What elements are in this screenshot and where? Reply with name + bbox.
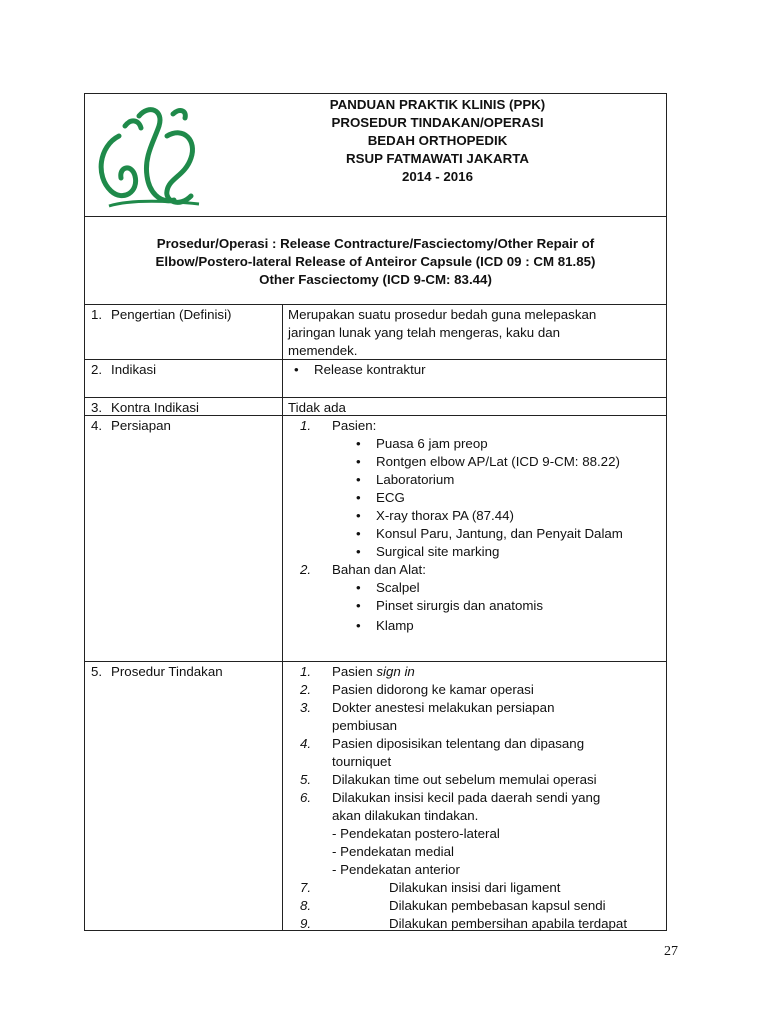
list-item: Pasien didorong ke kamar operasi bbox=[332, 682, 534, 697]
bullet-icon: • bbox=[356, 472, 361, 487]
row-label: Kontra Indikasi bbox=[111, 400, 199, 415]
list-number: 1. bbox=[300, 664, 312, 679]
list-number: 5. bbox=[300, 772, 312, 787]
row-number: 1. bbox=[91, 307, 103, 322]
approach-item: - Pendekatan medial bbox=[332, 844, 454, 859]
table-row-persiapan bbox=[85, 416, 666, 662]
list-number: 8. bbox=[300, 898, 312, 913]
list-item-emphasis: sign in bbox=[376, 664, 415, 679]
list-number: 7. bbox=[300, 880, 312, 895]
procedure-line: Elbow/Postero-lateral Release of Anteiror Capsule (ICD 09 : CM 81.85) bbox=[155, 254, 596, 269]
header-line: PROSEDUR TINDAKAN/OPERASI bbox=[331, 115, 544, 130]
list-item: Pasien: bbox=[332, 418, 377, 433]
list-item-continuation: akan dilakukan tindakan. bbox=[332, 808, 479, 823]
bullet-icon: • bbox=[356, 598, 361, 613]
list-item: Surgical site marking bbox=[376, 544, 500, 559]
header-line: RSUP FATMAWATI JAKARTA bbox=[346, 151, 529, 166]
list-number: 4. bbox=[300, 736, 312, 751]
table-row-prosedur bbox=[85, 662, 666, 930]
document-header bbox=[85, 94, 666, 217]
row-label: Pengertian (Definisi) bbox=[111, 307, 232, 322]
header-line: 2014 - 2016 bbox=[402, 169, 473, 184]
list-item: Dilakukan pembersihan apabila terdapat bbox=[389, 916, 628, 931]
bullet-icon: • bbox=[356, 436, 361, 451]
list-item: Dilakukan insisi kecil pada daerah sendi yang bbox=[332, 790, 601, 805]
list-item: Pasien bbox=[332, 664, 377, 679]
definition-line: Merupakan suatu prosedur bedah guna melepaskan bbox=[288, 307, 597, 322]
bullet-icon: • bbox=[294, 362, 299, 377]
list-number: 9. bbox=[300, 916, 312, 931]
ppk-document bbox=[84, 93, 667, 931]
list-item: Dilakukan insisi dari ligament bbox=[389, 880, 561, 895]
definition-line: jaringan lunak yang telah mengeras, kaku dan bbox=[288, 325, 561, 340]
list-item: ECG bbox=[376, 490, 405, 505]
procedure-title bbox=[85, 217, 666, 305]
page-number: 27 bbox=[664, 944, 678, 959]
row-label: Indikasi bbox=[111, 362, 157, 377]
row-label: Prosedur Tindakan bbox=[111, 664, 223, 679]
list-number: 1. bbox=[300, 418, 312, 433]
list-item: Konsul Paru, Jantung, dan Penyait Dalam bbox=[376, 526, 623, 541]
row-number: 4. bbox=[91, 418, 103, 433]
table-row-kontra-indikasi bbox=[85, 398, 666, 416]
list-number: 3. bbox=[300, 700, 312, 715]
definition-line: memendek. bbox=[288, 343, 358, 358]
list-number: 2. bbox=[300, 682, 312, 697]
header-title bbox=[209, 96, 666, 186]
table-row-indikasi bbox=[85, 360, 666, 398]
header-line: BEDAH ORTHOPEDIK bbox=[367, 133, 508, 148]
list-number: 6. bbox=[300, 790, 312, 805]
bullet-icon: • bbox=[356, 580, 361, 595]
approach-item: - Pendekatan anterior bbox=[332, 862, 460, 877]
list-item: Rontgen elbow AP/Lat (ICD 9-CM: 88.22) bbox=[376, 454, 620, 469]
bullet-icon: • bbox=[356, 508, 361, 523]
list-item: Pinset sirurgis dan anatomis bbox=[376, 598, 544, 613]
header-line: PANDUAN PRAKTIK KLINIS (PPK) bbox=[329, 97, 546, 112]
table-row-pengertian bbox=[85, 305, 666, 360]
list-item: Puasa 6 jam preop bbox=[376, 436, 488, 451]
list-item: Laboratorium bbox=[376, 472, 455, 487]
procedure-line: Prosedur/Operasi : Release Contracture/Fasciectomy/Other Repair of bbox=[156, 236, 595, 251]
hospital-logo-icon bbox=[89, 96, 209, 214]
list-item: Klamp bbox=[376, 618, 414, 633]
bullet-icon: • bbox=[356, 526, 361, 541]
list-item: Dokter anestesi melakukan persiapan bbox=[332, 700, 555, 715]
row-number: 3. bbox=[91, 400, 103, 415]
list-item: Dilakukan pembebasan kapsul sendi bbox=[389, 898, 606, 913]
row-number: 5. bbox=[91, 664, 103, 679]
row-number: 2. bbox=[91, 362, 103, 377]
procedure-line: Other Fasciectomy (ICD 9-CM: 83.44) bbox=[259, 272, 492, 287]
list-item: X-ray thorax PA (87.44) bbox=[376, 508, 514, 523]
list-item: Release kontraktur bbox=[314, 362, 426, 377]
bullet-icon: • bbox=[356, 544, 361, 559]
list-item: Scalpel bbox=[376, 580, 420, 595]
list-item: Dilakukan time out sebelum memulai operasi bbox=[332, 772, 597, 787]
row-value: Tidak ada bbox=[288, 400, 346, 415]
row-label: Persiapan bbox=[111, 418, 171, 433]
list-number: 2. bbox=[300, 562, 312, 577]
bullet-icon: • bbox=[356, 454, 361, 469]
bullet-icon: • bbox=[356, 618, 361, 633]
list-item: Bahan dan Alat: bbox=[332, 562, 426, 577]
list-item: Pasien diposisikan telentang dan dipasang bbox=[332, 736, 585, 751]
bullet-icon: • bbox=[356, 490, 361, 505]
list-item-continuation: pembiusan bbox=[332, 718, 398, 733]
approach-item: - Pendekatan postero-lateral bbox=[332, 826, 500, 841]
list-item-continuation: tourniquet bbox=[332, 754, 392, 769]
